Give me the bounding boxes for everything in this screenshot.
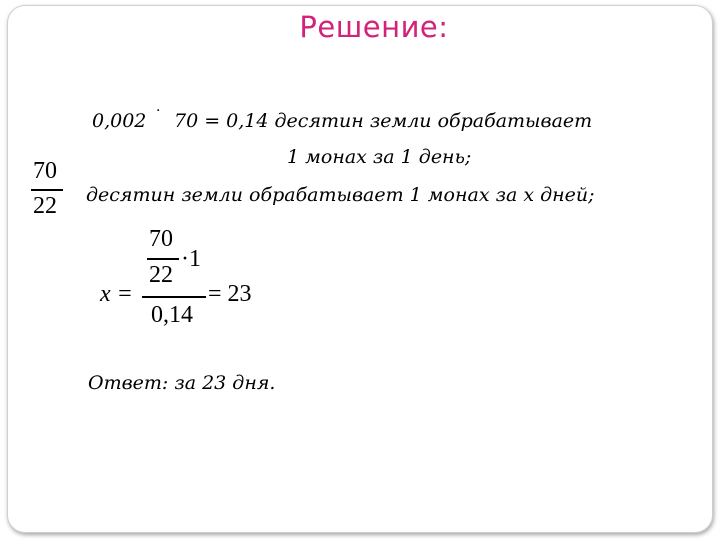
- equation-inner-denominator: 22: [149, 262, 173, 288]
- slide-title: Решение:: [299, 10, 449, 44]
- line2-text: 1 монах за 1 день;: [287, 146, 472, 168]
- side-fraction-denominator: 22: [33, 193, 57, 219]
- side-fraction-numerator: 70: [33, 158, 57, 184]
- answer-text: Ответ: за 23 дня.: [88, 372, 276, 394]
- equation-x: x =: [100, 281, 133, 307]
- equation-result: = 23: [208, 281, 252, 307]
- equation-outer-bar: [142, 296, 206, 298]
- equation-inner-numerator: 70: [149, 226, 173, 252]
- line3-text: десятин земли обрабатывает 1 монах за x дней;: [86, 184, 595, 206]
- equation-inner-bar: [147, 258, 179, 260]
- slide-frame: [7, 5, 713, 533]
- line1-multiply-dot: ·: [156, 103, 161, 119]
- line1-value-a: 0,002: [92, 110, 147, 132]
- equation-outer-denominator: 0,14: [151, 302, 193, 328]
- line1-text: 70 = 0,14 десятин земли обрабатывает: [174, 110, 593, 132]
- equation-times-one: ·1: [181, 246, 201, 272]
- side-fraction-bar: [31, 189, 63, 191]
